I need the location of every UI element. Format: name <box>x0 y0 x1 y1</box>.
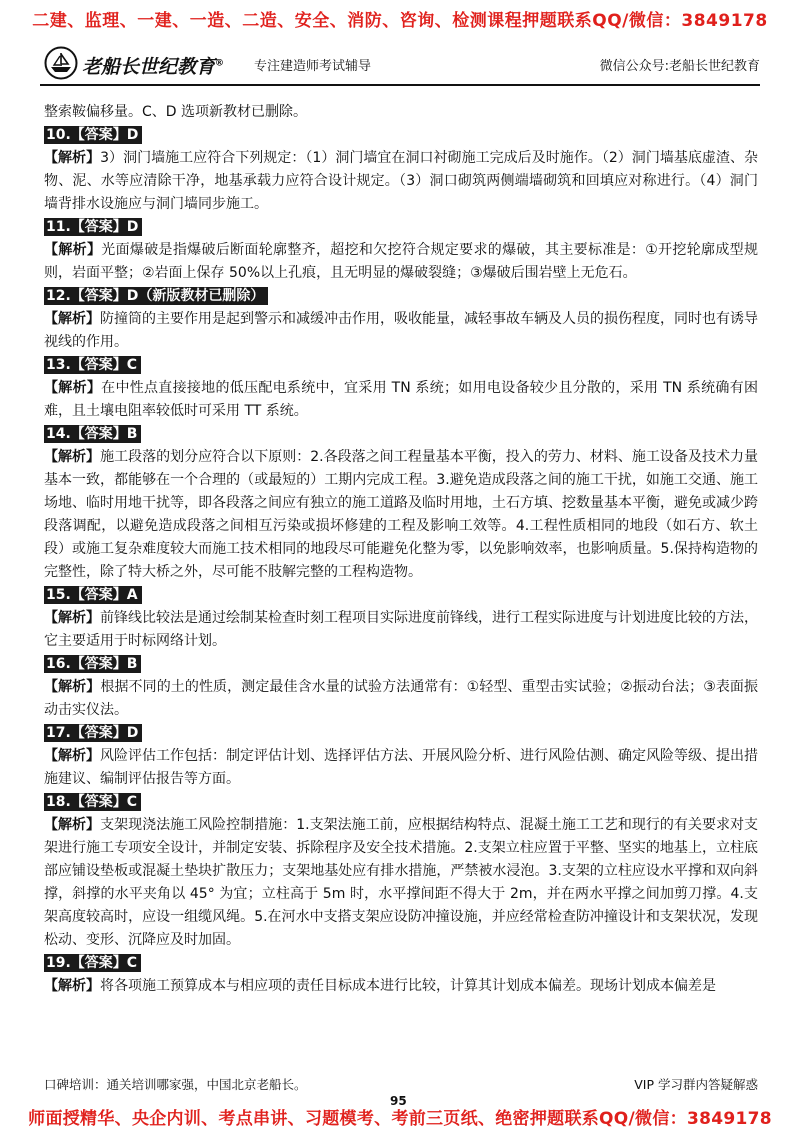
top-contact-banner: 二建、监理、一建、一造、二造、安全、消防、咨询、检测课程押题联系QQ/微信：3849178 <box>32 11 768 31</box>
footer-slogan: 口碑培训：通关培训哪家强，中国北京老船长。 <box>44 1077 307 1092</box>
wechat-account: 微信公众号:老船长世纪教育 <box>599 59 760 74</box>
explanation: 【解析】根据不同的土的性质，测定最佳含水量的试验方法通常有：①轻型、重型击实试验；②振动台法；③表面振动击实仪法。 <box>44 679 759 718</box>
answer-label: 12.【答案】D（新版教材已删除） <box>44 285 758 308</box>
answer-label: 17.【答案】D <box>44 722 758 745</box>
explanation: 【解析】施工段落的划分应符合以下原则：2.各段落之间工程量基本平衡，投入的劳力、材料、施工设备及技术力量基本一致，都能够在一个合理的（或最短的）工期内完成工程。3.避免造成段落之间的施工干扰，如施工交通、施工场地、临时用地干扰等，即各段落之间应有独立的施工道路及临时用地，土石方填、挖数量基本平衡，避免或减少跨段落调配，以避免造成段落之间相互污染或损坏修建的工程及影响工效等。4.工程性质相同的地段（如石方、软土段）或施工复杂难度较大而施工技术相同的地段尽可能避免化整为零，以免影响效率，也影响质量。5.保持构造物的完整性，除了特大桥之外，尽可能不肢解完整的工程构造物。 <box>44 449 759 580</box>
answer-explanations <box>44 101 758 998</box>
explanation: 【解析】在中性点直接接地的低压配电系统中，宜采用 TN 系统；如用电设备较少且分散的，采用 TN 系统确有困难，且土壤电阻率较低时可采用 TT 系统。 <box>44 380 758 419</box>
footer-vip-note: VIP 学习群内答疑解惑 <box>634 1077 758 1092</box>
answer-label: 13.【答案】C <box>44 354 758 377</box>
answer-label: 14.【答案】B <box>44 423 758 446</box>
continued-text: 整索鞍偏移量。C、D 选项新教材已删除。 <box>44 104 308 120</box>
answer-label: 15.【答案】A <box>44 584 758 607</box>
bottom-contact-banner: 师面授精华、央企内训、考点串讲、习题模考、考前三页纸、绝密押题联系QQ/微信：3849178 <box>28 1109 772 1129</box>
brand-tagline: 专注建造师考试辅导 <box>254 59 372 74</box>
answer-label: 16.【答案】B <box>44 653 758 676</box>
explanation: 【解析】支架现浇法施工风险控制措施：1.支架法施工前，应根据结构特点、混凝土施工工艺和现行的有关要求对支架进行施工专项安全设计，并制定安装、拆除程序及安全技术措施。2.支架立柱应置于平整、坚实的地基上，立柱底部应铺设垫板或混凝土垫块扩散压力；支架地基处应有排水措施，严禁被水浸泡。3.支架的立柱应设水平撑和双向斜撑，斜撑的水平夹角以 45° 为宜；立柱高于 5m 时，水平撑间距不得大于 2m，并在两水平撑之间加剪刀撑。4.支架高度较高时，应设一组缆风绳。5.在河水中支搭支架应设防冲撞设施，并应经常检查防冲撞设计和支架状况，发现松动、变形、沉降应及时加固。 <box>44 817 759 948</box>
explanation: 【解析】光面爆破是指爆破后断面轮廓整齐，超挖和欠挖符合规定要求的爆破，其主要标准是：①开挖轮廓成型规则，岩面平整；②岩面上保存 50%以上孔痕，且无明显的爆破裂缝；③爆破后围岩壁上无危石。 <box>44 242 758 281</box>
answer-label: 18.【答案】C <box>44 791 758 814</box>
page-number: 95 <box>390 1094 407 1108</box>
answer-label: 19.【答案】C <box>44 952 758 975</box>
ship-logo-icon <box>44 46 78 80</box>
page-header <box>44 46 760 82</box>
explanation: 【解析】防撞筒的主要作用是起到警示和减缓冲击作用，吸收能量，减轻事故车辆及人员的损伤程度，同时也有诱导视线的作用。 <box>44 311 758 350</box>
header-divider <box>40 84 760 86</box>
explanation: 【解析】3）洞门墙施工应符合下列规定：（1）洞门墙宜在洞口衬砌施工完成后及时施作。（2）洞门墙基底虚渣、杂物、泥、水等应清除干净，地基承载力应符合设计规定。（3）洞口砌筑两侧端墙砌筑和回填应对称进行。（4）洞门墙背排水设施应与洞门墙同步施工。 <box>44 150 758 212</box>
answer-label: 10.【答案】D <box>44 124 758 147</box>
explanation: 【解析】将各项施工预算成本与相应项的责任目标成本进行比较，计算其计划成本偏差。现场计划成本偏差是 <box>44 978 716 994</box>
explanation: 【解析】风险评估工作包括：制定评估计划、选择评估方法、开展风险分析、进行风险估测、确定风险等级、提出措施建议、编制评估报告等方面。 <box>44 748 758 787</box>
brand-name: 老船长世纪教育® <box>82 56 225 78</box>
answer-label: 11.【答案】D <box>44 216 758 239</box>
explanation: 【解析】前锋线比较法是通过绘制某检查时刻工程项目实际进度前锋线，进行工程实际进度与计划进度比较的方法，它主要适用于时标网络计划。 <box>44 610 758 649</box>
